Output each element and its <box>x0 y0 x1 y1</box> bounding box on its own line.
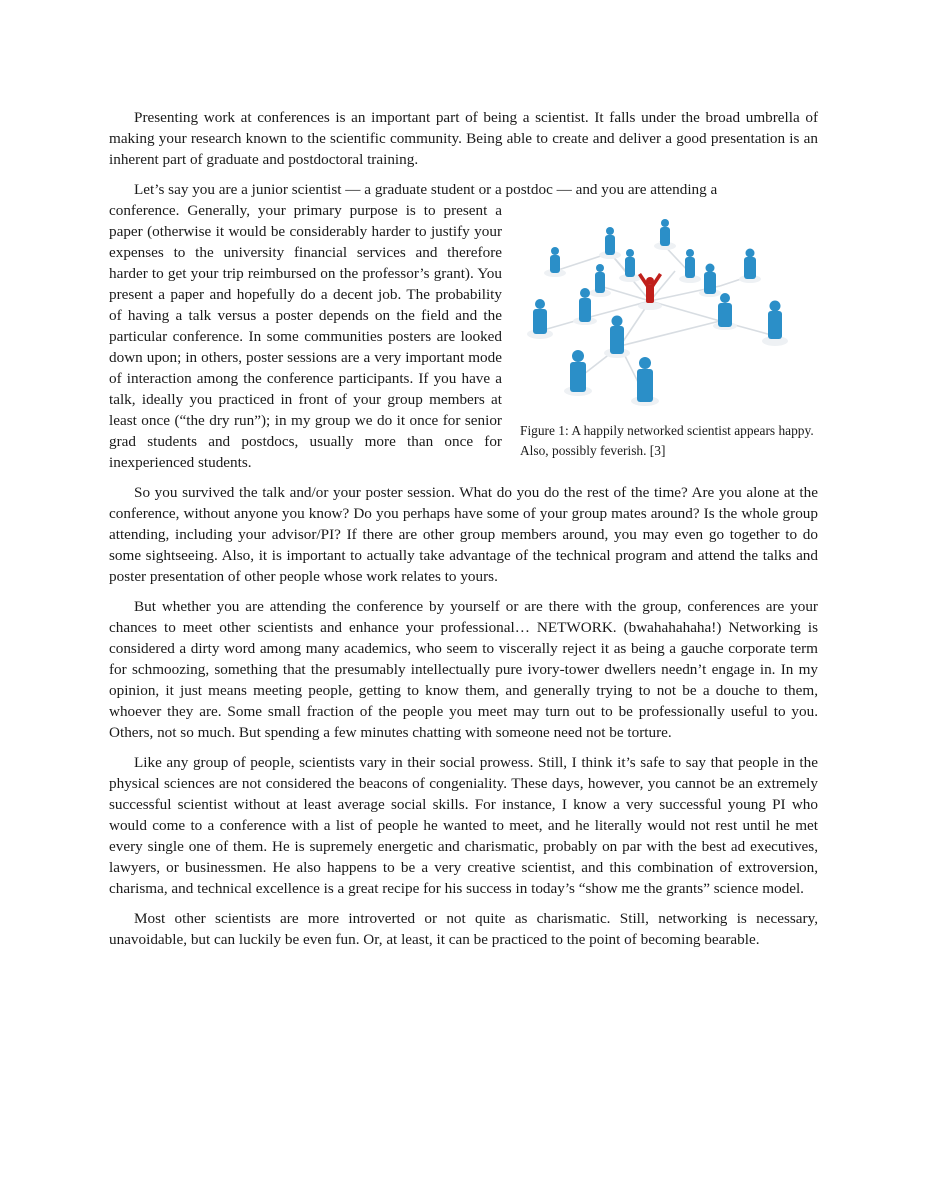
paragraph-2-lead: Let’s say you are a junior scientist — a graduate student or a postdoc — and you are attending a <box>134 181 718 198</box>
network-image <box>520 201 816 411</box>
paragraph-6: Most other scientists are more introverted or not quite as charismatic. Still, networking is necessary, unavoidable, but can luckily be even fun. Or, at least, it can be practiced to the point of becoming bearable. <box>109 910 818 948</box>
paragraph-3: So you survived the talk and/or your poster session. What do you do the rest of the time? Are you alone at the conference, without anyone you know? Do you perhaps have some of your group mates around? Is the whole group attending, including your advisor/PI? If there are other group members around, you may even go together to do some sightseeing. Also, it is important to actually take advantage of the technical program and attend the talks and poster presentation of other people whose work relates to yours. <box>109 484 818 585</box>
document-page <box>109 107 818 959</box>
paragraph-5: Like any group of people, scientists vary in their social prowess. Still, I think it’s safe to say that people in the physical sciences are not considered the beacons of congeniality. These days, however, you cannot be an extremely successful scientist without at least average social skills. For instance, I know a very successful young PI who would come to a conference with a list of people he wanted to meet, and he literally would not rest until he met every single one of them. He is supremely energetic and charismatic, probably on par with the best ad executives, lawyers, or businessmen. He also happens to be a very creative scientist, and this combination of extroversion, charisma, and technical excellence is a great recipe for his success in today’s “show me the grants” science model. <box>109 754 818 897</box>
paragraph-1: Presenting work at conferences is an important part of being a scientist. It falls under the broad umbrella of making your research known to the scientific community. Being able to create and deliver a good presentation is an inherent part of graduate and postdoctoral training. <box>109 109 818 168</box>
figure-1 <box>520 201 818 460</box>
paragraph-4: But whether you are attending the conference by yourself or are there with the group, conferences are your chances to meet other scientists and enhance your professional… NETWORK. (bwahahahaha!) Networking is considered a dirty word among many academics, who seem to viscerally reject it as being a gauche corporate term for schmoozing, something that the presumably intellectually pure ivory-tower dwellers needn’t engage in. In my opinion, it just means meeting people, getting to know them, and generally trying to not be a douche to them, whoever they are. Some small fraction of the people you meet may turn out to be professionally useful to you. Others, not so much. But spending a few minutes chatting with someone need not be torture. <box>109 598 818 741</box>
network-people-icon <box>520 201 816 411</box>
paragraph-2: conference. Generally, your primary purpose is to present a paper (otherwise it would be considerably harder to justify your expenses to the university financial services and therefore harder to get your trip reimbursed on the professor’s grant). You present a paper and hopefully do a decent job. The probability of having a talk versus a poster depends on the field and the particular conference. In some communities posters are looked down upon; in others, poster sessions are a very important mode of interaction among the conference participants. If you have a talk, ideally you practiced in front of your group members at least once (“the dry run”); in my group we do it once for senior grad students and postdocs, usually more than once for inexperienced students. <box>109 202 502 471</box>
figure-caption: Figure 1: A happily networked scientist appears happy. Also, possibly feverish. [3] <box>520 423 814 458</box>
